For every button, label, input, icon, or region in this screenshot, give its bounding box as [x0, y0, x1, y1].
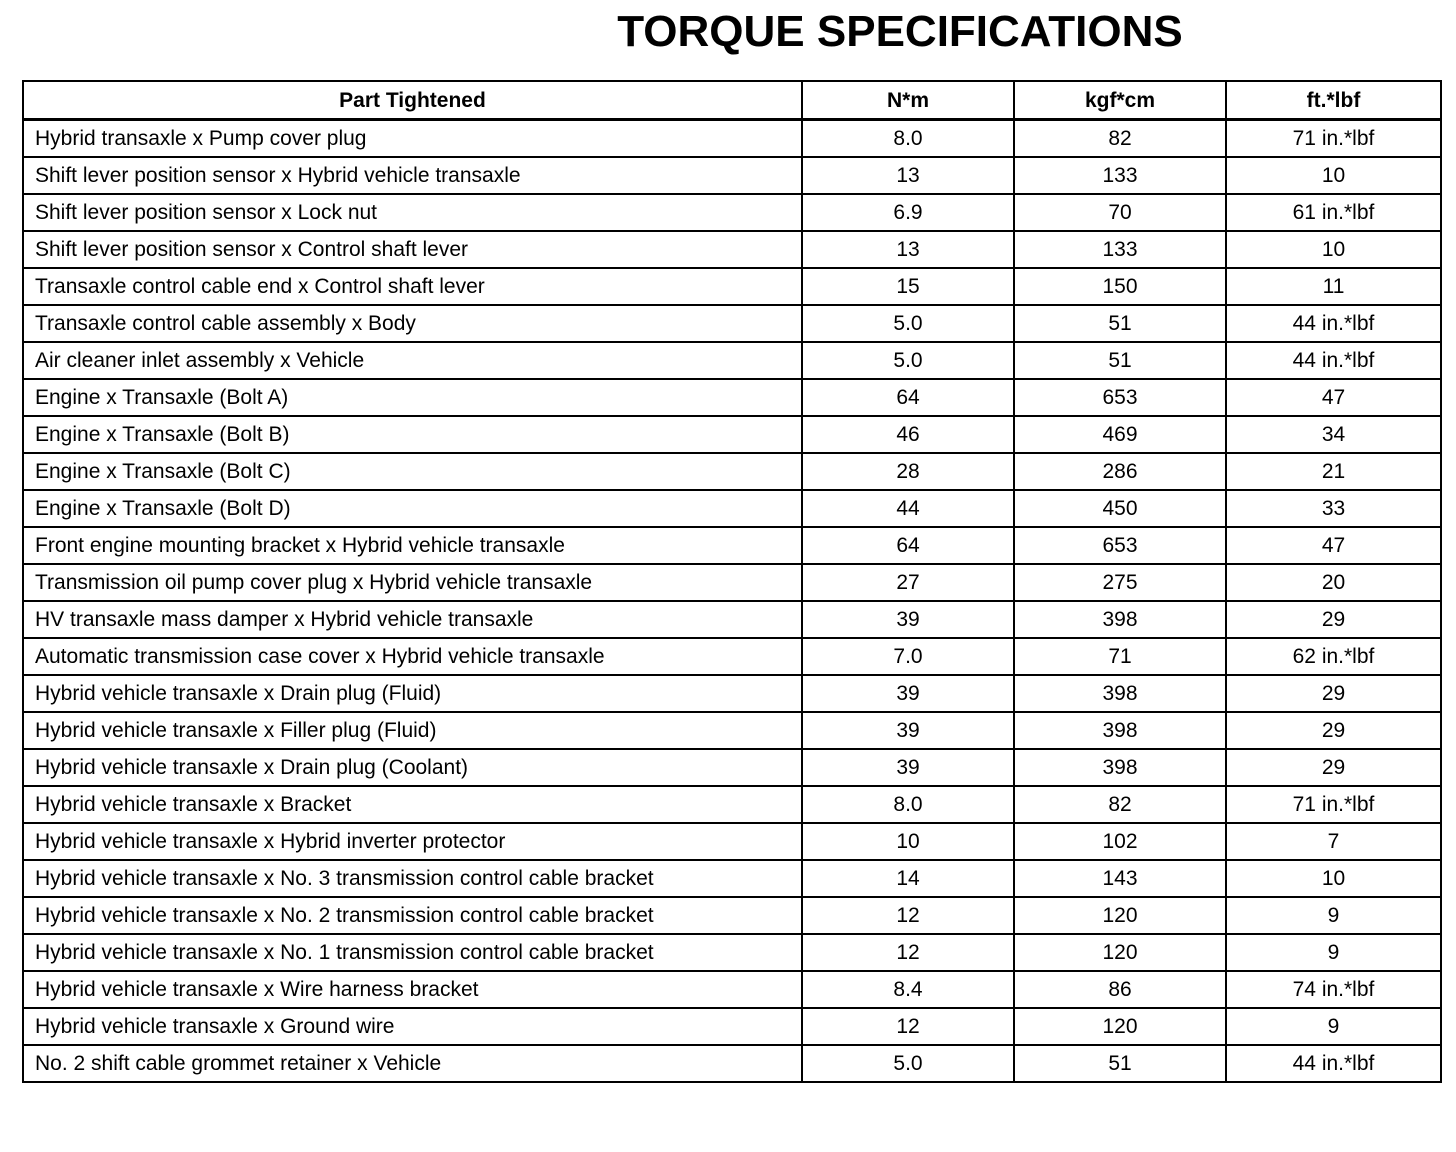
ftlbf-cell: 44 in.*lbf	[1226, 305, 1441, 342]
table-row	[23, 268, 1441, 305]
table-row	[23, 749, 1441, 786]
table-row	[23, 712, 1441, 749]
ftlbf-cell: 20	[1226, 564, 1441, 601]
ftlbf-cell: 71 in.*lbf	[1226, 120, 1441, 158]
table-row	[23, 638, 1441, 675]
part-cell: Hybrid vehicle transaxle x No. 3 transmission control cable bracket	[23, 860, 802, 897]
table-row	[23, 860, 1441, 897]
ftlbf-cell: 29	[1226, 601, 1441, 638]
kgfcm-cell: 398	[1014, 675, 1226, 712]
table-row	[23, 675, 1441, 712]
kgfcm-cell: 51	[1014, 305, 1226, 342]
nm-cell: 7.0	[802, 638, 1014, 675]
table-row	[23, 342, 1441, 379]
ftlbf-cell: 61 in.*lbf	[1226, 194, 1441, 231]
table-row	[23, 971, 1441, 1008]
nm-cell: 39	[802, 675, 1014, 712]
part-cell: Hybrid vehicle transaxle x Hybrid inverter protector	[23, 823, 802, 860]
part-cell: Front engine mounting bracket x Hybrid vehicle transaxle	[23, 527, 802, 564]
kgfcm-cell: 398	[1014, 712, 1226, 749]
part-cell: Engine x Transaxle (Bolt D)	[23, 490, 802, 527]
ftlbf-cell: 62 in.*lbf	[1226, 638, 1441, 675]
kgfcm-cell: 120	[1014, 897, 1226, 934]
nm-cell: 12	[802, 934, 1014, 971]
part-cell: Shift lever position sensor x Lock nut	[23, 194, 802, 231]
table-row	[23, 231, 1441, 268]
kgfcm-cell: 120	[1014, 934, 1226, 971]
part-cell: Hybrid vehicle transaxle x Filler plug (Fluid)	[23, 712, 802, 749]
ftlbf-cell: 21	[1226, 453, 1441, 490]
ftlbf-cell: 29	[1226, 712, 1441, 749]
nm-cell: 27	[802, 564, 1014, 601]
part-cell: No. 2 shift cable grommet retainer x Vehicle	[23, 1045, 802, 1082]
kgfcm-cell: 133	[1014, 231, 1226, 268]
nm-cell: 46	[802, 416, 1014, 453]
ftlbf-cell: 47	[1226, 527, 1441, 564]
ftlbf-cell: 44 in.*lbf	[1226, 1045, 1441, 1082]
kgfcm-cell: 469	[1014, 416, 1226, 453]
ftlbf-cell: 10	[1226, 157, 1441, 194]
part-cell: Transaxle control cable assembly x Body	[23, 305, 802, 342]
nm-cell: 8.0	[802, 120, 1014, 158]
kgfcm-cell: 120	[1014, 1008, 1226, 1045]
nm-cell: 39	[802, 712, 1014, 749]
kgfcm-cell: 398	[1014, 749, 1226, 786]
part-cell: Air cleaner inlet assembly x Vehicle	[23, 342, 802, 379]
table-row	[23, 897, 1441, 934]
table-row	[23, 1045, 1441, 1082]
ftlbf-cell: 44 in.*lbf	[1226, 342, 1441, 379]
kgfcm-cell: 71	[1014, 638, 1226, 675]
nm-cell: 28	[802, 453, 1014, 490]
nm-cell: 14	[802, 860, 1014, 897]
ftlbf-cell: 9	[1226, 1008, 1441, 1045]
table-row	[23, 157, 1441, 194]
part-cell: Shift lever position sensor x Hybrid vehicle transaxle	[23, 157, 802, 194]
nm-cell: 39	[802, 601, 1014, 638]
table-row	[23, 453, 1441, 490]
nm-cell: 12	[802, 1008, 1014, 1045]
nm-cell: 39	[802, 749, 1014, 786]
torque-table	[22, 80, 1442, 1083]
kgfcm-cell: 653	[1014, 527, 1226, 564]
column-header-ftlbf: ft.*lbf	[1226, 81, 1441, 120]
kgfcm-cell: 86	[1014, 971, 1226, 1008]
table-row	[23, 527, 1441, 564]
kgfcm-cell: 51	[1014, 342, 1226, 379]
part-cell: Hybrid vehicle transaxle x Drain plug (Coolant)	[23, 749, 802, 786]
table-row	[23, 305, 1441, 342]
kgfcm-cell: 143	[1014, 860, 1226, 897]
ftlbf-cell: 71 in.*lbf	[1226, 786, 1441, 823]
nm-cell: 5.0	[802, 1045, 1014, 1082]
ftlbf-cell: 29	[1226, 675, 1441, 712]
nm-cell: 5.0	[802, 305, 1014, 342]
nm-cell: 5.0	[802, 342, 1014, 379]
nm-cell: 64	[802, 379, 1014, 416]
kgfcm-cell: 102	[1014, 823, 1226, 860]
part-cell: Engine x Transaxle (Bolt C)	[23, 453, 802, 490]
part-cell: Automatic transmission case cover x Hybrid vehicle transaxle	[23, 638, 802, 675]
kgfcm-cell: 450	[1014, 490, 1226, 527]
part-cell: Hybrid transaxle x Pump cover plug	[23, 120, 802, 158]
part-cell: Hybrid vehicle transaxle x No. 2 transmission control cable bracket	[23, 897, 802, 934]
part-cell: Transaxle control cable end x Control shaft lever	[23, 268, 802, 305]
part-cell: Engine x Transaxle (Bolt B)	[23, 416, 802, 453]
nm-cell: 64	[802, 527, 1014, 564]
nm-cell: 12	[802, 897, 1014, 934]
part-cell: Hybrid vehicle transaxle x Wire harness bracket	[23, 971, 802, 1008]
part-cell: HV transaxle mass damper x Hybrid vehicle transaxle	[23, 601, 802, 638]
nm-cell: 13	[802, 231, 1014, 268]
part-cell: Shift lever position sensor x Control shaft lever	[23, 231, 802, 268]
table-row	[23, 416, 1441, 453]
nm-cell: 44	[802, 490, 1014, 527]
part-cell: Hybrid vehicle transaxle x No. 1 transmission control cable bracket	[23, 934, 802, 971]
table-row	[23, 194, 1441, 231]
part-cell: Hybrid vehicle transaxle x Drain plug (Fluid)	[23, 675, 802, 712]
column-header-nm: N*m	[802, 81, 1014, 120]
ftlbf-cell: 74 in.*lbf	[1226, 971, 1441, 1008]
kgfcm-cell: 51	[1014, 1045, 1226, 1082]
ftlbf-cell: 10	[1226, 860, 1441, 897]
table-row	[23, 823, 1441, 860]
ftlbf-cell: 9	[1226, 934, 1441, 971]
page-title: TORQUE SPECIFICATIONS	[617, 7, 1183, 56]
kgfcm-cell: 133	[1014, 157, 1226, 194]
kgfcm-cell: 398	[1014, 601, 1226, 638]
kgfcm-cell: 150	[1014, 268, 1226, 305]
table-row	[23, 1008, 1441, 1045]
ftlbf-cell: 9	[1226, 897, 1441, 934]
kgfcm-cell: 82	[1014, 786, 1226, 823]
ftlbf-cell: 34	[1226, 416, 1441, 453]
nm-cell: 10	[802, 823, 1014, 860]
kgfcm-cell: 653	[1014, 379, 1226, 416]
ftlbf-cell: 11	[1226, 268, 1441, 305]
table-row	[23, 379, 1441, 416]
ftlbf-cell: 33	[1226, 490, 1441, 527]
part-cell: Hybrid vehicle transaxle x Ground wire	[23, 1008, 802, 1045]
table-row	[23, 934, 1441, 971]
part-cell: Hybrid vehicle transaxle x Bracket	[23, 786, 802, 823]
table-row	[23, 490, 1441, 527]
kgfcm-cell: 82	[1014, 120, 1226, 158]
ftlbf-cell: 7	[1226, 823, 1441, 860]
nm-cell: 8.4	[802, 971, 1014, 1008]
column-header-part: Part Tightened	[23, 81, 802, 120]
table-row	[23, 601, 1441, 638]
nm-cell: 15	[802, 268, 1014, 305]
ftlbf-cell: 29	[1226, 749, 1441, 786]
nm-cell: 6.9	[802, 194, 1014, 231]
table-row	[23, 564, 1441, 601]
table-header-row	[23, 81, 1441, 120]
ftlbf-cell: 10	[1226, 231, 1441, 268]
nm-cell: 13	[802, 157, 1014, 194]
column-header-kgfcm: kgf*cm	[1014, 81, 1226, 120]
kgfcm-cell: 286	[1014, 453, 1226, 490]
ftlbf-cell: 47	[1226, 379, 1441, 416]
table-row	[23, 120, 1441, 158]
part-cell: Transmission oil pump cover plug x Hybrid vehicle transaxle	[23, 564, 802, 601]
kgfcm-cell: 70	[1014, 194, 1226, 231]
kgfcm-cell: 275	[1014, 564, 1226, 601]
part-cell: Engine x Transaxle (Bolt A)	[23, 379, 802, 416]
table-row	[23, 786, 1441, 823]
nm-cell: 8.0	[802, 786, 1014, 823]
